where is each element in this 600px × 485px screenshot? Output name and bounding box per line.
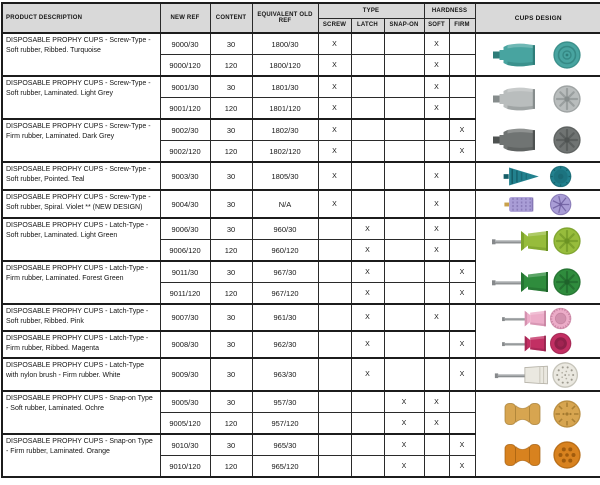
- table-row: [2, 33, 600, 55]
- product-description-cell: DISPOSABLE PROPHY CUPS - Screw-Type - Soft rubber, Spiral. Violet ** (NEW DESIGN): [2, 190, 160, 218]
- type-latch-cell: X: [351, 283, 384, 305]
- type-latch-cell: [351, 190, 384, 218]
- type-screw-cell: [318, 261, 351, 283]
- cups-design-cell: [475, 304, 600, 358]
- cups-design-cell: [475, 391, 600, 477]
- old-ref-cell: 1802/120: [252, 141, 318, 163]
- type-latch-cell: X: [351, 240, 384, 262]
- new-ref-cell: 9002/30: [160, 119, 210, 141]
- type-latch-cell: [351, 76, 384, 98]
- type-latch-cell: [351, 119, 384, 141]
- teal-pointed-screw-cup: [492, 164, 584, 189]
- product-description-cell: DISPOSABLE PROPHY CUPS - Screw-Type - Firm rubber, Laminated. Dark Grey: [2, 119, 160, 162]
- content-cell: 30: [210, 434, 252, 456]
- hardness-soft-cell: X: [424, 33, 449, 55]
- hardness-soft-cell: [424, 119, 449, 141]
- hardness-firm-cell: [449, 240, 475, 262]
- hardness-firm-cell: X: [449, 119, 475, 141]
- type-screw-cell: X: [318, 55, 351, 77]
- type-screw-cell: X: [318, 119, 351, 141]
- type-snap-on-cell: [384, 98, 424, 120]
- header-type-group: TYPE: [318, 3, 424, 18]
- content-cell: 120: [210, 141, 252, 163]
- content-cell: 120: [210, 413, 252, 435]
- cups-design-cell: [475, 162, 600, 190]
- old-ref-cell: 960/30: [252, 218, 318, 240]
- type-snap-on-cell: [384, 358, 424, 391]
- content-cell: 120: [210, 55, 252, 77]
- content-cell: 30: [210, 33, 252, 55]
- product-description-cell: DISPOSABLE PROPHY CUPS - Latch-Type - Soft rubber, Ribbed. Pink: [2, 304, 160, 331]
- hardness-soft-cell: [424, 331, 449, 358]
- type-snap-on-cell: [384, 304, 424, 331]
- type-screw-cell: [318, 331, 351, 358]
- product-description-cell: DISPOSABLE PROPHY CUPS - Latch-Type with nylon brush - Firm rubber. White: [2, 358, 160, 391]
- header-type-screw: SCREW: [318, 18, 351, 33]
- new-ref-cell: 9000/30: [160, 33, 210, 55]
- table-row: [2, 76, 600, 98]
- type-snap-on-cell: [384, 33, 424, 55]
- hardness-soft-cell: X: [424, 98, 449, 120]
- type-screw-cell: X: [318, 98, 351, 120]
- hardness-firm-cell: [449, 162, 475, 190]
- type-screw-cell: X: [318, 76, 351, 98]
- header-product-description: PRODUCT DESCRIPTION: [2, 3, 160, 33]
- hardness-firm-cell: X: [449, 261, 475, 283]
- hardness-firm-cell: X: [449, 283, 475, 305]
- type-latch-cell: [351, 141, 384, 163]
- hardness-soft-cell: X: [424, 391, 449, 413]
- product-description-cell: DISPOSABLE PROPHY CUPS - Screw-Type - Soft rubber, Pointed. Teal: [2, 162, 160, 190]
- old-ref-cell: 965/30: [252, 434, 318, 456]
- new-ref-cell: 9002/120: [160, 141, 210, 163]
- content-cell: 120: [210, 240, 252, 262]
- type-screw-cell: [318, 283, 351, 305]
- header-cups-design: CUPS DESIGN: [475, 3, 600, 33]
- type-latch-cell: [351, 55, 384, 77]
- type-screw-cell: [318, 434, 351, 456]
- content-cell: 30: [210, 119, 252, 141]
- magenta-ribbed-latch-cup: [492, 331, 584, 356]
- new-ref-cell: 9009/30: [160, 358, 210, 391]
- cups-design-cell: [475, 358, 600, 391]
- new-ref-cell: 9005/120: [160, 413, 210, 435]
- violet-spiral-screw-cup: [492, 192, 584, 217]
- type-snap-on-cell: [384, 218, 424, 240]
- hardness-firm-cell: [449, 413, 475, 435]
- hardness-firm-cell: [449, 218, 475, 240]
- content-cell: 30: [210, 391, 252, 413]
- header-content: CONTENT: [210, 3, 252, 33]
- type-snap-on-cell: X: [384, 434, 424, 456]
- table-row: [2, 358, 600, 391]
- cups-design-cell: [475, 218, 600, 304]
- type-snap-on-cell: X: [384, 391, 424, 413]
- type-screw-cell: [318, 456, 351, 478]
- header-type-snap-on: SNAP-ON: [384, 18, 424, 33]
- product-description-cell: DISPOSABLE PROPHY CUPS - Latch-Type - Soft rubber, Laminated. Light Green: [2, 218, 160, 261]
- type-latch-cell: [351, 434, 384, 456]
- new-ref-cell: 9000/120: [160, 55, 210, 77]
- old-ref-cell: 963/30: [252, 358, 318, 391]
- header-equivalent-old-ref: EQUIVALENT OLD REF: [252, 3, 318, 33]
- type-snap-on-cell: [384, 76, 424, 98]
- hardness-firm-cell: [449, 55, 475, 77]
- table-row: [2, 190, 600, 218]
- pink-ribbed-latch-cup: [492, 306, 584, 331]
- old-ref-cell: 957/120: [252, 413, 318, 435]
- hardness-soft-cell: [424, 434, 449, 456]
- cups-design-cell: [475, 33, 600, 76]
- type-latch-cell: X: [351, 261, 384, 283]
- dark-grey-laminated-screw-cup: [492, 124, 584, 156]
- content-cell: 30: [210, 76, 252, 98]
- hardness-soft-cell: X: [424, 304, 449, 331]
- old-ref-cell: 962/30: [252, 331, 318, 358]
- hardness-firm-cell: X: [449, 331, 475, 358]
- content-cell: 30: [210, 190, 252, 218]
- product-description-cell: DISPOSABLE PROPHY CUPS - Latch-Type - Firm rubber, Laminated. Forest Green: [2, 261, 160, 304]
- cups-design-cell: [475, 76, 600, 162]
- hardness-firm-cell: [449, 391, 475, 413]
- type-latch-cell: X: [351, 304, 384, 331]
- type-snap-on-cell: [384, 261, 424, 283]
- header-hardness-soft: SOFT: [424, 18, 449, 33]
- new-ref-cell: 9008/30: [160, 331, 210, 358]
- type-screw-cell: [318, 304, 351, 331]
- new-ref-cell: 9007/30: [160, 304, 210, 331]
- type-snap-on-cell: [384, 119, 424, 141]
- product-table: [1, 2, 600, 478]
- forest-green-laminated-latch-cup: [492, 266, 584, 298]
- table-row: [2, 304, 600, 331]
- hardness-soft-cell: [424, 358, 449, 391]
- old-ref-cell: N/A: [252, 190, 318, 218]
- new-ref-cell: 9005/30: [160, 391, 210, 413]
- new-ref-cell: 9001/30: [160, 76, 210, 98]
- table-row: [2, 218, 600, 240]
- turquoise-ribbed-screw-cup: [492, 39, 584, 71]
- old-ref-cell: 1800/120: [252, 55, 318, 77]
- header-hardness-firm: FIRM: [449, 18, 475, 33]
- type-latch-cell: [351, 413, 384, 435]
- hardness-firm-cell: X: [449, 434, 475, 456]
- header-type-latch: LATCH: [351, 18, 384, 33]
- orange-laminated-snap-on-cup: [492, 439, 584, 471]
- type-screw-cell: [318, 358, 351, 391]
- new-ref-cell: 9011/120: [160, 283, 210, 305]
- old-ref-cell: 1802/30: [252, 119, 318, 141]
- type-screw-cell: X: [318, 141, 351, 163]
- hardness-firm-cell: [449, 76, 475, 98]
- type-snap-on-cell: [384, 283, 424, 305]
- new-ref-cell: 9001/120: [160, 98, 210, 120]
- new-ref-cell: 9003/30: [160, 162, 210, 190]
- white-nylon-brush-latch-cup: [492, 360, 584, 390]
- content-cell: 30: [210, 261, 252, 283]
- light-grey-laminated-screw-cup: [492, 83, 584, 115]
- type-latch-cell: [351, 391, 384, 413]
- type-latch-cell: X: [351, 218, 384, 240]
- table-row: [2, 391, 600, 413]
- old-ref-cell: 960/120: [252, 240, 318, 262]
- type-snap-on-cell: [384, 141, 424, 163]
- table-header: [2, 3, 600, 33]
- new-ref-cell: 9010/120: [160, 456, 210, 478]
- type-screw-cell: [318, 218, 351, 240]
- hardness-soft-cell: [424, 261, 449, 283]
- new-ref-cell: 9010/30: [160, 434, 210, 456]
- old-ref-cell: 967/30: [252, 261, 318, 283]
- content-cell: 30: [210, 304, 252, 331]
- product-description-cell: DISPOSABLE PROPHY CUPS - Screw-Type - Soft rubber, Laminated. Light Grey: [2, 76, 160, 119]
- type-screw-cell: X: [318, 162, 351, 190]
- type-snap-on-cell: [384, 162, 424, 190]
- type-snap-on-cell: [384, 240, 424, 262]
- light-green-laminated-latch-cup: [492, 225, 584, 257]
- new-ref-cell: 9011/30: [160, 261, 210, 283]
- product-description-cell: DISPOSABLE PROPHY CUPS - Latch-Type - Firm rubber, Ribbed. Magenta: [2, 331, 160, 358]
- hardness-firm-cell: X: [449, 456, 475, 478]
- hardness-soft-cell: X: [424, 218, 449, 240]
- type-snap-on-cell: [384, 55, 424, 77]
- hardness-soft-cell: X: [424, 76, 449, 98]
- header-new-ref: NEW REF: [160, 3, 210, 33]
- type-snap-on-cell: [384, 331, 424, 358]
- type-snap-on-cell: X: [384, 456, 424, 478]
- hardness-soft-cell: [424, 283, 449, 305]
- hardness-soft-cell: X: [424, 162, 449, 190]
- type-screw-cell: [318, 240, 351, 262]
- old-ref-cell: 1805/30: [252, 162, 318, 190]
- hardness-soft-cell: [424, 456, 449, 478]
- content-cell: 30: [210, 358, 252, 391]
- header-hardness-group: HARDNESS: [424, 3, 475, 18]
- hardness-firm-cell: [449, 304, 475, 331]
- new-ref-cell: 9004/30: [160, 190, 210, 218]
- type-screw-cell: [318, 391, 351, 413]
- hardness-firm-cell: X: [449, 358, 475, 391]
- old-ref-cell: 961/30: [252, 304, 318, 331]
- type-snap-on-cell: [384, 190, 424, 218]
- hardness-soft-cell: X: [424, 413, 449, 435]
- type-latch-cell: [351, 33, 384, 55]
- hardness-soft-cell: X: [424, 190, 449, 218]
- hardness-firm-cell: [449, 33, 475, 55]
- new-ref-cell: 9006/120: [160, 240, 210, 262]
- hardness-firm-cell: X: [449, 141, 475, 163]
- type-latch-cell: X: [351, 331, 384, 358]
- product-description-cell: DISPOSABLE PROPHY CUPS - Snap-on Type - Firm rubber, Laminated. Orange: [2, 434, 160, 477]
- product-description-cell: DISPOSABLE PROPHY CUPS - Snap-on Type - Soft rubber, Laminated. Ochre: [2, 391, 160, 434]
- new-ref-cell: 9006/30: [160, 218, 210, 240]
- table-body: [2, 33, 600, 477]
- hardness-firm-cell: [449, 98, 475, 120]
- content-cell: 120: [210, 456, 252, 478]
- type-screw-cell: X: [318, 33, 351, 55]
- old-ref-cell: 1801/30: [252, 76, 318, 98]
- content-cell: 30: [210, 218, 252, 240]
- type-latch-cell: X: [351, 358, 384, 391]
- hardness-soft-cell: [424, 141, 449, 163]
- hardness-firm-cell: [449, 190, 475, 218]
- hardness-soft-cell: X: [424, 55, 449, 77]
- product-description-cell: DISPOSABLE PROPHY CUPS - Screw-Type - Soft rubber, Ribbed. Turquoise: [2, 33, 160, 76]
- old-ref-cell: 967/120: [252, 283, 318, 305]
- type-latch-cell: [351, 456, 384, 478]
- old-ref-cell: 1800/30: [252, 33, 318, 55]
- content-cell: 30: [210, 162, 252, 190]
- cups-design-cell: [475, 190, 600, 218]
- content-cell: 30: [210, 331, 252, 358]
- old-ref-cell: 965/120: [252, 456, 318, 478]
- hardness-soft-cell: X: [424, 240, 449, 262]
- old-ref-cell: 1801/120: [252, 98, 318, 120]
- type-snap-on-cell: X: [384, 413, 424, 435]
- type-latch-cell: [351, 162, 384, 190]
- type-screw-cell: X: [318, 190, 351, 218]
- table-row: [2, 162, 600, 190]
- type-latch-cell: [351, 98, 384, 120]
- old-ref-cell: 957/30: [252, 391, 318, 413]
- content-cell: 120: [210, 98, 252, 120]
- type-screw-cell: [318, 413, 351, 435]
- ochre-laminated-snap-on-cup: [492, 398, 584, 430]
- content-cell: 120: [210, 283, 252, 305]
